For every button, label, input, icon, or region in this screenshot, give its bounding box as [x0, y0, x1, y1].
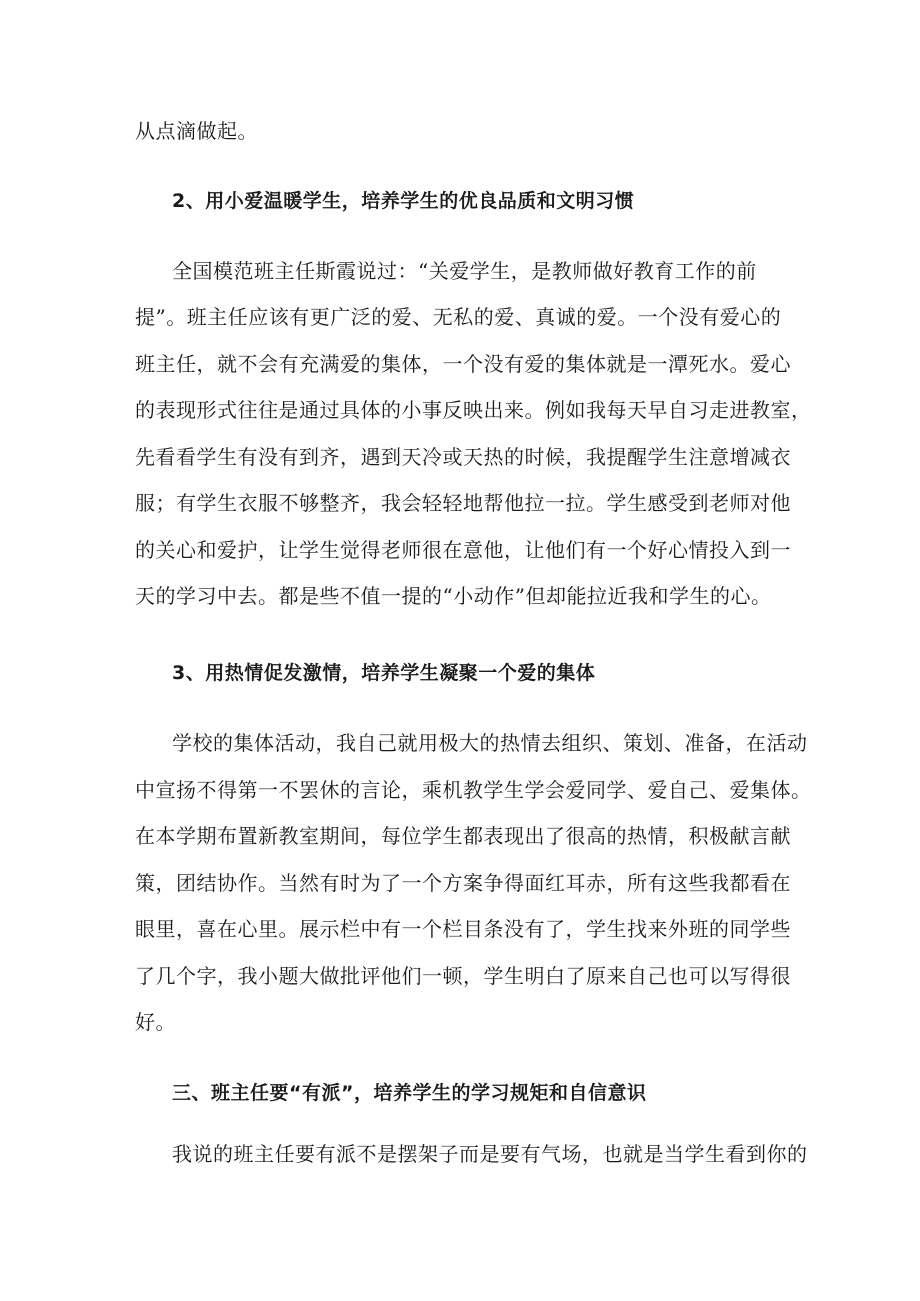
- paragraph-line: 的关心和爱护，让学生觉得老师很在意他，让他们有一个好心情投入到一: [135, 538, 791, 562]
- paragraph-line: 我说的班主任要有派不是摆架子而是要有气场，也就是当学生看到你的: [172, 1142, 808, 1166]
- section-heading: 2、用小爱温暖学生，培养学生的优良品质和文明习惯: [172, 190, 635, 212]
- paragraph-line: 天的学习中去。都是些不值一提的“小动作”但却能拉近我和学生的心。: [135, 584, 772, 608]
- paragraph-line: 先看看学生有没有到齐，遇到天冷或天热的时候，我提醒学生注意增减衣: [135, 445, 791, 469]
- paragraph-line: 的表现形式往往是通过具体的小事反映出来。例如我每天早自习走进教室，: [135, 398, 812, 422]
- paragraph-line: 眼里，喜在心里。展示栏中有一个栏目条没有了，学生找来外班的同学些: [135, 917, 791, 941]
- paragraph-line: 班主任，就不会有充满爱的集体，一个没有爱的集体就是一潭死水。爱心: [135, 352, 791, 376]
- paragraph-line: 策，团结协作。当然有时为了一个方案争得面红耳赤，所有这些我都看在: [135, 871, 791, 895]
- paragraph-line: 中宣扬不得第一不罢休的言论，乘机教学生学会爱同学、爱自己、爱集体。: [135, 778, 812, 802]
- paragraph-line: 服；有学生衣服不够整齐，我会轻轻地帮他拉一拉。学生感受到老师对他: [135, 491, 791, 515]
- paragraph-line: 好。: [135, 1010, 176, 1034]
- paragraph-line: 全国模范班主任斯霞说过：“关爱学生，是教师做好教育工作的前: [172, 259, 757, 283]
- paragraph-line: 在本学期布置新教室期间，每位学生都表现出了很高的热情，积极献言献: [135, 824, 791, 848]
- paragraph-line: 从点滴做起。: [135, 119, 258, 143]
- paragraph-line: 了几个字，我小题大做批评他们一顿，学生明白了原来自己也可以写得很: [135, 964, 791, 988]
- section-heading: 三、班主任要“有派”，培养学生的学习规矩和自信意识: [172, 1082, 647, 1104]
- paragraph-line: 提”。班主任应该有更广泛的爱、无私的爱、真诚的爱。一个没有爱心的: [135, 305, 782, 329]
- paragraph-line: 学校的集体活动，我自己就用极大的热情去组织、策划、准备，在活动: [172, 731, 808, 755]
- section-heading: 3、用热情促发激情，培养学生凝聚一个爱的集体: [172, 662, 596, 684]
